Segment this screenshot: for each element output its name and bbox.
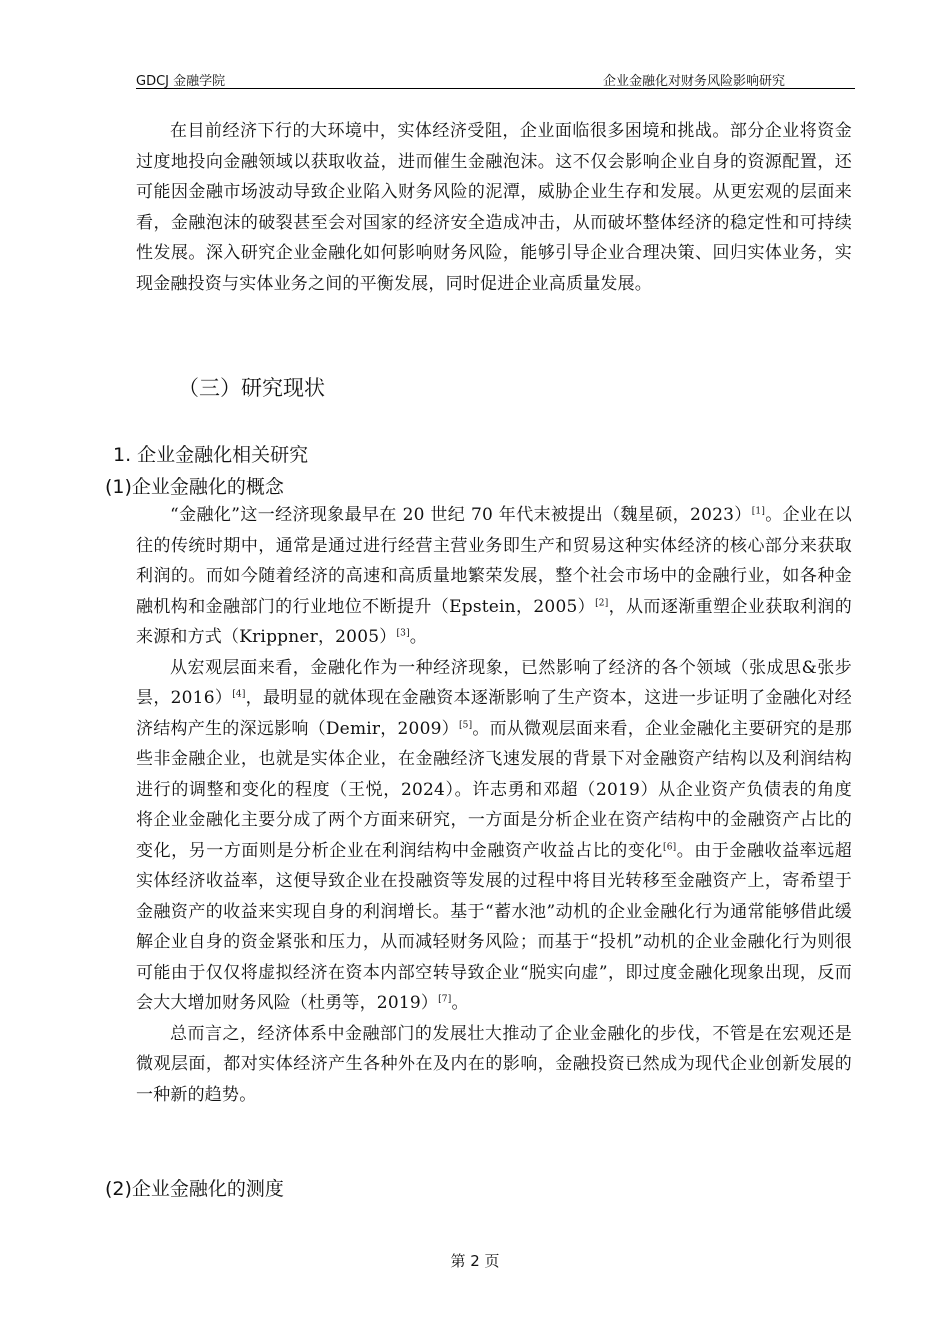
header-title: 企业金融化对财务风险影响研究 [602, 74, 785, 89]
citation-1[interactable]: [1] [751, 506, 766, 517]
citation-3[interactable]: [3] [396, 628, 410, 639]
citation-7[interactable]: [7] [438, 994, 452, 1005]
heading-concept: (1)企业金融化的概念 [105, 476, 284, 498]
page-number: 第 2 页 [450, 1252, 500, 1270]
citation-5[interactable]: [5] [458, 719, 473, 730]
section-intro [136, 116, 852, 299]
section-concept [136, 500, 852, 1110]
heading-measurement: (2)企业金融化的测度 [105, 1178, 284, 1200]
citation-6[interactable]: [6] [662, 841, 677, 852]
header-institution: GDCJ 金融学院 [136, 74, 226, 89]
heading-research-status: （三）研究现状 [178, 376, 325, 400]
paragraph-concept-3: 总而言之，经济体系中金融部门的发展壮大推动了企业金融化的步伐，不管是在宏观还是微观层面，都对实体经济产生各种外在及内在的影响，金融投资已然成为现代企业创新发展的一种新的趋势。 [136, 1023, 852, 1105]
paragraph-research-significance: 在目前经济下行的大环境中，实体经济受阻，企业面临很多困境和挑战。部分企业将资金过度地投向金融领域以获取收益，进而催生金融泡沫。这不仅会影响企业自身的资源配置，还可能因金融市场波动导致企业陷入财务风险的泥潭，威胁企业生存和发展。从更宏观的层面来看，金融泡沫的破裂甚至会对国家的经济安全造成冲击，从而破坏整体经济的稳定性和可持续性发展。深入研究企业金融化如何影响财务风险，能够引导企业合理决策、回归实体业务，实现金融投资与实体业务之间的平衡发展，同时促进企业高质量发展。 [136, 121, 852, 294]
page-header [136, 68, 855, 89]
paragraph-concept-1: “金融化”这一经济现象最早在 20 世纪 70 年代末被提出（魏星硕，2023）[1]。企业在以往的传统时期中，通常是通过进行经营主营业务即生产和贸易这种实体经济的核心部分来获取利润的。而如今随着经济的高速和高质量地繁荣发展，整个社会市场中的金融行业，如各种金融机构和金融部门的行业地位不断提升（Epstein，2005）[2]，从而逐渐重塑企业获取利润的来源和方式（Krippner，2005）[3]。 [136, 505, 852, 647]
paragraph-concept-2: 从宏观层面来看，金融化作为一种经济现象，已然影响了经济的各个领域（张成思&张步昙，2016）[4]，最明显的就体现在金融资本逐渐影响了生产资本，这进一步证明了金融化对经济结构产生的深远影响（Demir，2009）[5]。而从微观层面来看，企业金融化主要研究的是那些非金融企业，也就是实体企业，在金融经济飞速发展的背景下对金融资产结构以及利润结构进行的调整和变化的程度（王悦，2024）。许志勇和邓超（2019）从企业资产负债表的角度将企业金融化主要分成了两个方面来研究，一方面是分析企业在资产结构中的金融资产占比的变化，另一方面则是分析企业在利润结构中金融资产收益占比的变化[6]。由于金融收益率远超实体经济收益率，这便导致企业在投融资等发展的过程中将目光转移至金融资产上，寄希望于金融资产的收益来实现自身的利润增长。基于“蓄水池”动机的企业金融化行为通常能够借此缓解企业自身的资金紧张和压力，从而减轻财务风险；而基于“投机”动机的企业金融化行为则很可能由于仅仅将虚拟经济在资本内部空转导致企业“脱实向虚”，即过度金融化现象出现，反而会大大增加财务风险（杜勇等，2019）[7]。 [136, 657, 853, 1013]
citation-4[interactable]: [4] [232, 689, 246, 700]
citation-2[interactable]: [2] [595, 597, 609, 608]
heading-financialization-research: 1. 企业金融化相关研究 [113, 444, 309, 466]
